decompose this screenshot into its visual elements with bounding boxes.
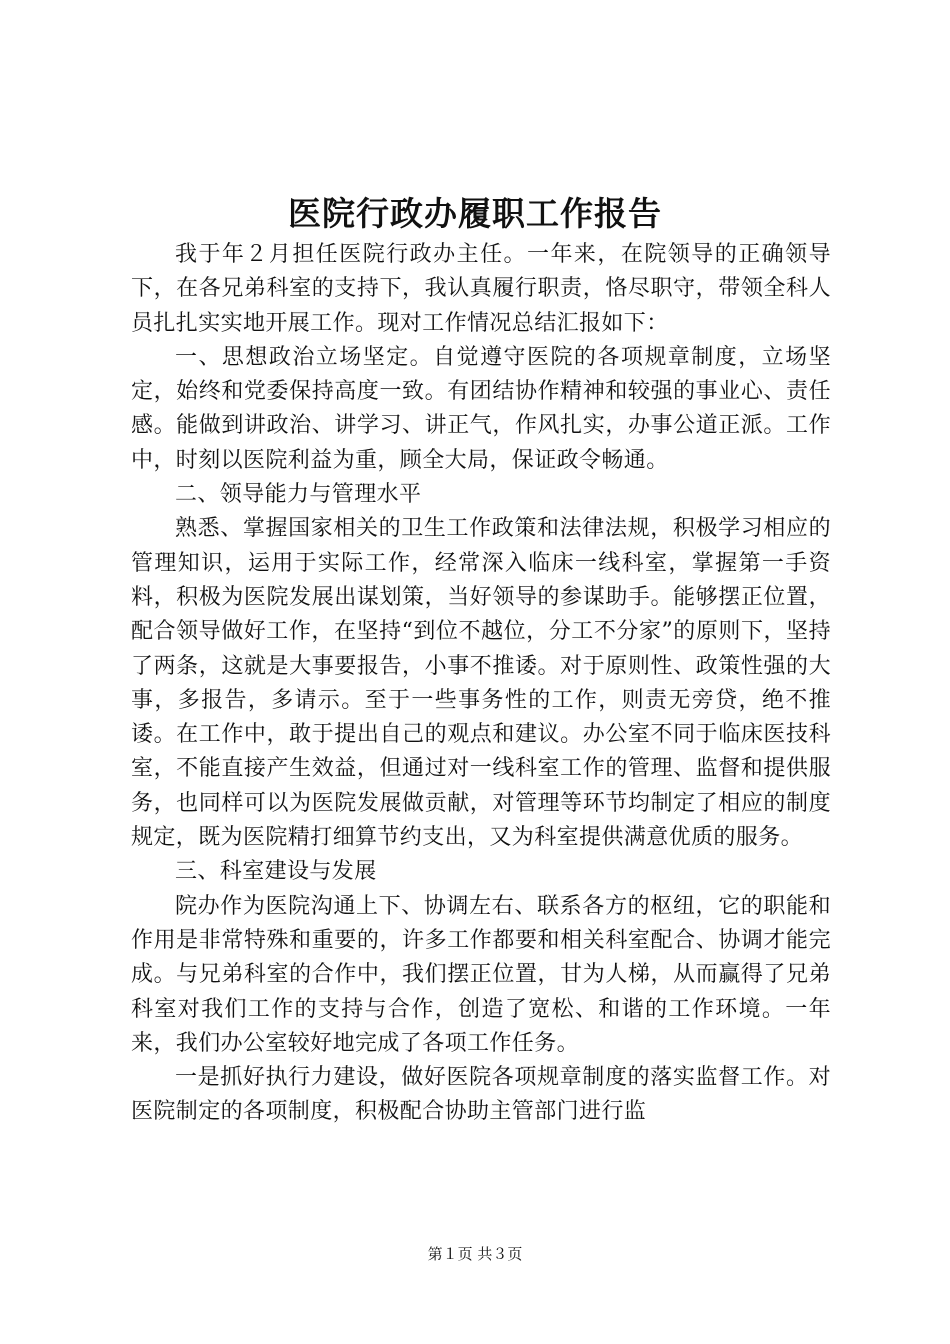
paragraph: 熟悉、掌握国家相关的卫生工作政策和法律法规，积极学习相应的管理知识，运用于实际工作，经常深入临床一线科室，掌握第一手资料，积极为医院发展出谋划策，当好领导的参谋助手。能够摆正位置，配合领导做好工作，在坚持“到位不越位，分工不分家”的原则下，坚持了两条，这就是大事要报告，小事不推诿。对于原则性、政策性强的大事，多报告，多请示。至于一些事务性的工作，则责无旁贷，绝不推诿。在工作中，敢于提出自己的观点和建议。办公室不同于临床医技科室，不能直接产生效益，但通过对一线科室工作的管理、监督和提供服务，也同样可以为医院发展做贡献，对管理等环节均制定了相应的制度规定，既为医院精打细算节约支出，又为科室提供满意优质的服务。 <box>131 516 831 851</box>
paragraph: 我于年２月担任医院行政办主任。一年来，在院领导的正确领导下，在各兄弟科室的支持下，我认真履行职责，恪尽职守，带领全科人员扎扎实实地开展工作。现对工作情况总结汇报如下： <box>131 242 831 336</box>
paragraph: 一是抓好执行力建设，做好医院各项规章制度的落实监督工作。对医院制定的各项制度，积极配合协助主管部门进行监 <box>131 1065 831 1125</box>
paragraph: 院办作为医院沟通上下、协调左右、联系各方的枢纽，它的职能和作用是非常特殊和重要的，许多工作都要和相关科室配合、协调才能完成。与兄弟科室的合作中，我们摆正位置，甘为人梯，从而赢得了兄弟科室对我们工作的支持与合作，创造了宽松、和谐的工作环境。一年来，我们办公室较好地完成了各项工作任务。 <box>131 893 831 1056</box>
paragraph: 一、思想政治立场坚定。自觉遵守医院的各项规章制度，立场坚定，始终和党委保持高度一致。有团结协作精神和较强的事业心、责任感。能做到讲政治、讲学习、讲正气，作风扎实，办事公道正派。工作中，时刻以医院利益为重，顾全大局，保证政令畅通。 <box>131 344 831 473</box>
section-heading: 二、领导能力与管理水平 <box>175 482 422 508</box>
document-title: 医院行政办履职工作报告 <box>288 194 662 233</box>
document-body <box>131 238 831 1130</box>
section-heading: 三、科室建设与发展 <box>175 859 377 885</box>
page-footer: 第１页 共３页 <box>427 1245 523 1263</box>
